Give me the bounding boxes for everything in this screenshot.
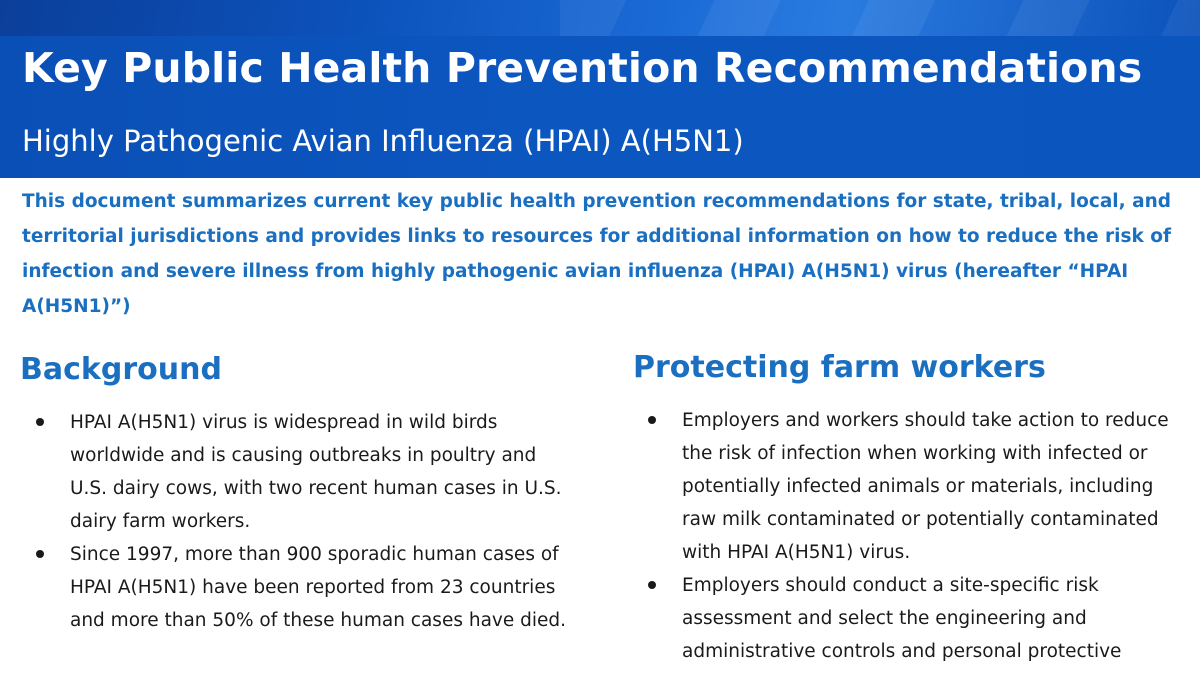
header-banner	[0, 0, 1200, 178]
intro-summary: This document summarizes current key public health prevention recommendations for state, tribal, local, and territorial jurisdictions and provides links to resources for additional information on how to reduce the risk of infection and severe illness from highly pathogenic avian influenza (HPAI) A(H5N1) virus (hereafter “HPAI A(H5N1)”)	[22, 191, 1172, 317]
farm-workers-bullet-list	[646, 404, 1186, 668]
bullet-icon	[648, 581, 656, 589]
list-item	[646, 569, 1186, 668]
page-title: Key Public Health Prevention Recommendations	[22, 44, 1143, 92]
bullet-text: Since 1997, more than 900 sporadic human cases of HPAI A(H5N1) have been reported from 23 countries and more than 50% of these human cases have died.	[70, 544, 567, 631]
list-item	[34, 406, 574, 538]
page-subtitle: Highly Pathogenic Avian Influenza (HPAI) A(H5N1)	[22, 124, 744, 158]
bullet-icon	[36, 550, 44, 558]
banner-decorative-stripe	[0, 0, 1200, 36]
list-item	[34, 538, 574, 637]
bullet-icon	[648, 416, 656, 424]
background-bullet-list	[34, 406, 574, 637]
section-heading-protecting-farm-workers: Protecting farm workers	[633, 350, 1046, 385]
bullet-text: HPAI A(H5N1) virus is widespread in wild birds worldwide and is causing outbreaks in poultry and U.S. dairy cows, with two recent human cases in U.S. dairy farm workers.	[70, 412, 562, 532]
bullet-text: Employers and workers should take action to reduce the risk of infection when working with infected or potentially infected animals or materials, including raw milk contaminated or potentially contaminated with HPAI A(H5N1) virus.	[682, 410, 1169, 563]
bullet-text: Employers should conduct a site-specific risk assessment and select the engineering and administrative controls and personal protective	[682, 575, 1122, 662]
list-item	[646, 404, 1186, 569]
section-heading-background: Background	[20, 352, 222, 387]
bullet-icon	[36, 418, 44, 426]
